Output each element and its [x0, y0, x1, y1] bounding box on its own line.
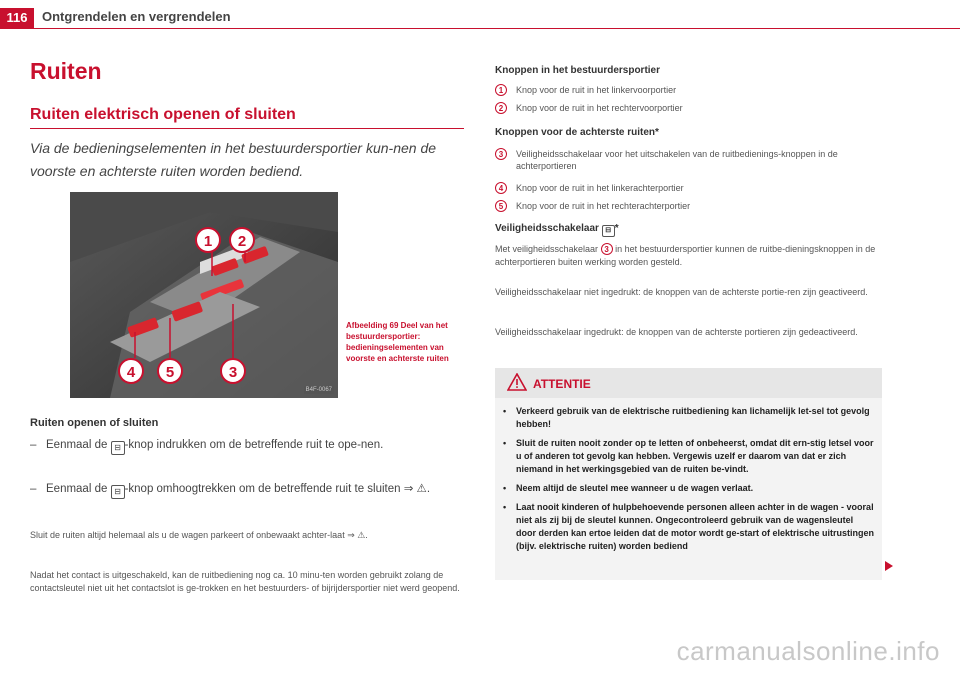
warning-bullet: • Laat nooit kinderen of hulpbehoevende personen alleen achter in de wagen - vooral niet als zij bij de sleutel kunnen. Ongecontroleerd gebruik van de wagensleutel door derden kan ertoe leiden dat de motor wordt ge-start of elektrische uitrustingen (bijv. elektrische ruiten) worden bediend [503, 502, 875, 551]
number-badge: 4 [495, 182, 507, 194]
subsection-title: Ruiten elektrisch openen of sluiten [30, 106, 296, 123]
paragraph: Sluit de ruiten altijd helemaal als u de wagen parkeert of onbewaakt achter-laat ⇒ ⚠. [30, 530, 368, 540]
list-item [495, 84, 895, 96]
list-item [495, 148, 895, 172]
door-controls-figure [70, 192, 338, 398]
paragraph-text: Met veiligheidsschakelaar [495, 244, 601, 254]
list-item [495, 102, 895, 114]
list-item-text: Veiligheidsschakelaar voor het uitschakelen van de ruitbedienings-knoppen in de achterportieren [516, 149, 838, 171]
safety-heading-text: Veiligheidsschakelaar [495, 223, 599, 234]
subsection-rule [30, 128, 464, 129]
list-item [495, 200, 895, 212]
list-dash: – [30, 439, 37, 451]
warning-box [495, 368, 882, 580]
callout-2: 2 [237, 233, 247, 250]
list-item-text: -knop omhoogtrekken om de betreffende ruit te sluiten ⇒ ⚠. [124, 483, 431, 495]
warning-triangle-icon [507, 373, 527, 391]
watermark: carmanualsonline.info [676, 636, 940, 666]
list-item-text: Knop voor de ruit in het linkervoorportier [516, 85, 677, 95]
list-item-text: Eenmaal de [46, 483, 111, 495]
section-title: Ruiten [30, 58, 102, 84]
continue-arrow-icon [885, 561, 893, 571]
list-item-text: Knop voor de ruit in het rechtervoorportier [516, 103, 683, 113]
paragraph: Nadat het contact is uitgeschakeld, kan de ruitbediening nog ca. 10 minu-ten worden gebruikt zolang de contactsleutel niet uit het contactslot is ge-trokken en het bestuurders- of bijrijdersportier niet werd geopend. [30, 570, 460, 593]
window-switch-icon: ⊟ [111, 485, 125, 499]
warning-text: Laat nooit kinderen of hulpbehoevende personen alleen achter in de wagen - vooral niet als zij bij de sleutel kunnen. Ongecontroleerd gebruik van de wagensleutel door derden kan ertoe leiden dat de motor wordt ge-start of elektrische uitrustingen (bijv. elektrische ruiten) worden bediend [516, 502, 875, 551]
warning-list [503, 405, 875, 559]
warning-bullet: • Verkeerd gebruik van de elektrische ruitbediening kan lichamelijk let-sel tot gevolg hebben! [503, 406, 870, 429]
figure-code: B4F-0067 [305, 387, 332, 393]
driver-buttons-heading: Knoppen in het bestuurdersportier [495, 65, 661, 76]
paragraph-text: in het bestuurdersportier kunnen de ruitbe-dieningsknoppen in de achterportieren buiten werking worden gesteld. [495, 244, 876, 267]
safety-switch-heading [495, 223, 619, 237]
list-item-text: Eenmaal de [46, 439, 111, 451]
door-panel-illustration [70, 192, 338, 398]
intro-text: Via de bedieningselementen in het bestuurdersportier kun-nen de voorste en achterste ruiten worden bediend. [30, 140, 437, 179]
warning-bullet: • Neem altijd de sleutel mee wanneer u de wagen verlaat. [503, 483, 754, 493]
number-badge: 1 [495, 84, 507, 96]
number-badge: 2 [495, 102, 507, 114]
callout-4: 4 [126, 364, 136, 381]
warning-text: Sluit de ruiten nooit zonder op te letten of onbeheerst, omdat dit ern-stig letsel voor u of anderen tot gevolg kan hebben. Vergewis uzelf er daarom van dat er zich niemand in het werkingsgebied van de ruiten be-vindt. [516, 438, 874, 474]
open-close-heading: Ruiten openen of sluiten [30, 417, 159, 429]
figure-caption: Afbeelding 69 Deel van het bestuurdersportier: bedieningselementen van voorste en achterste ruiten [346, 321, 449, 363]
rear-buttons-heading: Knoppen voor de achterste ruiten* [495, 127, 659, 138]
paragraph: Veiligheidsschakelaar niet ingedrukt: de knoppen van de achterste portie-ren zijn geactiveerd. [495, 287, 868, 297]
safety-switch-icon: ⊟ [602, 225, 615, 237]
number-badge: 3 [601, 243, 613, 255]
list-item [30, 437, 460, 455]
warning-title: ATTENTIE [533, 377, 591, 391]
callout-3: 3 [228, 364, 238, 381]
list-item [30, 481, 460, 499]
window-switch-icon: ⊟ [111, 441, 125, 455]
warning-header [495, 368, 882, 398]
list-item-text: -knop indrukken om de betreffende ruit te ope-nen. [124, 439, 384, 451]
number-badge: 5 [495, 200, 507, 212]
warning-text: Verkeerd gebruik van de elektrische ruitbediening kan lichamelijk let-sel tot gevolg hebben! [516, 406, 870, 429]
callout-5: 5 [165, 364, 175, 381]
warning-bullet: • Sluit de ruiten nooit zonder op te letten of onbeheerst, omdat dit ern-stig letsel voor u of anderen tot gevolg kan hebben. Vergewis uzelf er daarom van dat er zich niemand in het werkingsgebied van de ruiten be-vindt. [503, 438, 874, 474]
header-rule [0, 28, 960, 29]
warning-text: Neem altijd de sleutel mee wanneer u de wagen verlaat. [516, 483, 754, 493]
number-badge: 3 [495, 148, 507, 160]
asterisk: * [614, 223, 619, 234]
list-item-text: Knop voor de ruit in het rechterachterportier [516, 201, 691, 211]
running-head: Ontgrendelen en vergrendelen [42, 9, 231, 24]
page-number: 116 [0, 8, 34, 28]
list-item-text: Knop voor de ruit in het linkerachterportier [516, 183, 684, 193]
callout-1: 1 [203, 233, 213, 250]
paragraph: Veiligheidsschakelaar ingedrukt: de knoppen van de achterste portieren zijn gedeactiveerd. [495, 327, 858, 337]
list-dash: – [30, 483, 37, 495]
paragraph [495, 243, 885, 268]
list-item [495, 182, 895, 194]
